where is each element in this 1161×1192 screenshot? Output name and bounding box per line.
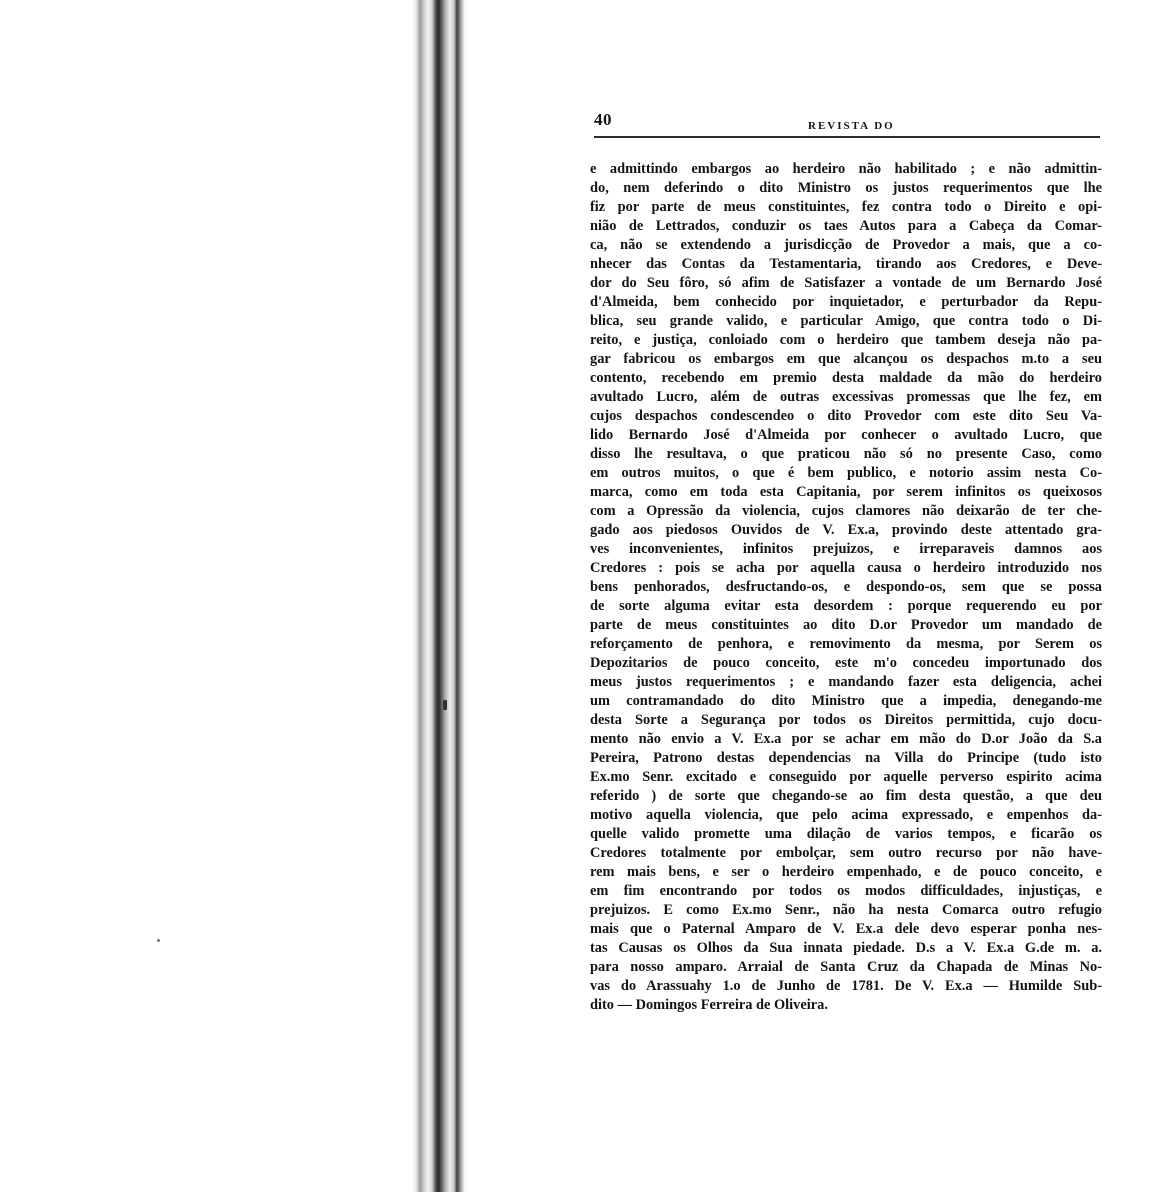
text-line: d'Almeida, bem conhecido por inquietador, e perturbador da Repu- (590, 294, 1102, 310)
text-line: vas do Arassuahy 1.o de Junho de 1781. De V. Ex.a — Humilde Sub- (590, 978, 1102, 994)
text-line: lido Bernardo José d'Almeida por conhecer o avultado Lucro, que (590, 427, 1102, 443)
text-line: desta Sorte a Segurança por todos os Direitos permittida, cujo docu- (590, 712, 1102, 728)
text-line: de sorte alguma evitar esta desordem : porque requerendo eu por (590, 598, 1102, 614)
text-line: fiz por parte de meus constituintes, fez contra todo o Direito e opi- (590, 199, 1102, 215)
text-line: meus justos requerimentos ; e mandando fazer esta deligencia, achei (590, 674, 1102, 690)
text-line: Pereira, Patrono destas dependencias na Villa do Principe (tudo isto (590, 750, 1102, 766)
text-line: gado aos piedosos Ouvidos de V. Ex.a, provindo deste attentado gra- (590, 522, 1102, 538)
page-header (594, 110, 1100, 140)
body-text (590, 160, 1102, 1015)
text-line: tas Causas os Olhos da Sua innata piedade. D.s a V. Ex.a G.de m. a. (590, 940, 1102, 956)
text-line: ca, não se extendendo a jurisdicção de Provedor a mais, que a co- (590, 237, 1102, 253)
paper-speck (157, 939, 160, 942)
text-line: blica, seu grande valido, e particular Amigo, que contra todo o Di- (590, 313, 1102, 329)
text-line: em outros muitos, o que é bem publico, e notorio assim nesta Co- (590, 465, 1102, 481)
text-line: rem mais bens, e ser o herdeiro empenhado, e de pouco conceito, e (590, 864, 1102, 880)
text-line: Depozitarios de pouco conceito, este m'o concedeu importunado dos (590, 655, 1102, 671)
paper-speck (443, 700, 447, 710)
text-line: Ex.mo Senr. excitado e conseguido por aquelle perverso espirito acima (590, 769, 1102, 785)
text-line: reito, e justiça, conloiado com o herdeiro que tambem deseja não pa- (590, 332, 1102, 348)
text-line: contento, recebendo em premio desta maldade da mão do herdeiro (590, 370, 1102, 386)
text-line: ves inconvenientes, infinitos prejuizos, e irreparaveis damnos aos (590, 541, 1102, 557)
text-line: nião de Lettrados, conduzir os taes Autos para a Cabeça da Comar- (590, 218, 1102, 234)
page-number: 40 (594, 110, 612, 129)
text-line: mento não envio a V. Ex.a por se achar em mão do D.or João da S.a (590, 731, 1102, 747)
text-line: mais que o Paternal Amparo de V. Ex.a dele devo esperar ponha nes- (590, 921, 1102, 937)
text-line: do, nem deferindo o dito Ministro os justos requerimentos que lhe (590, 180, 1102, 196)
text-line: dito — Domingos Ferreira de Oliveira. (590, 997, 828, 1013)
text-line: motivo aquella violencia, que pelo acima expressado, e empenhos da- (590, 807, 1102, 823)
text-line: em fim encontrando por todos os modos difficuldades, injustiças, e (590, 883, 1102, 899)
text-line: para nosso amparo. Arraial de Santa Cruz da Chapada de Minas No- (590, 959, 1102, 975)
running-head: REVISTA DO (808, 120, 895, 132)
text-line: quelle valido promette uma dilação de varios tempos, e ficarão os (590, 826, 1102, 842)
text-line: Credores totalmente por embolçar, sem outro recurso por não have- (590, 845, 1102, 861)
text-line: com a Opressão da violencia, cujos clamores não deixarão de ter che- (590, 503, 1102, 519)
text-line: avultado Lucro, além de outras excessivas promessas que lhe fez, em (590, 389, 1102, 405)
text-line: disso lhe resultava, o que praticou não só no presente Caso, como (590, 446, 1102, 462)
text-line: Credores : pois se acha por aquella causa o herdeiro introduzido nos (590, 560, 1102, 576)
text-line: reforçamento de penhora, e removimento da mesma, por Serem os (590, 636, 1102, 652)
text-line: dor do Seu fôro, só afim de Satisfazer a vontade de um Bernardo José (590, 275, 1102, 291)
text-line: cujos despachos condescendeo o dito Provedor com este dito Seu Va- (590, 408, 1102, 424)
text-line: gar fabricou os embargos em que alcançou os despachos m.to a seu (590, 351, 1102, 367)
text-line: bens penhorados, desfructando-os, e despondo-os, sem que se possa (590, 579, 1102, 595)
text-line: um contramandado do dito Ministro que a impedia, denegando-me (590, 693, 1102, 709)
header-rule (594, 136, 1100, 138)
text-line: referido ) de sorte que chegando-se ao fim desta questão, a que deu (590, 788, 1102, 804)
text-line: marca, como em toda esta Capitania, por serem infinitos os queixosos (590, 484, 1102, 500)
text-line: parte de meus constituintes ao dito D.or Provedor um mandado de (590, 617, 1102, 633)
text-line: nhecer das Contas da Testamentaria, tirando aos Credores, e Deve- (590, 256, 1102, 272)
text-line: e admittindo embargos ao herdeiro não habilitado ; e não admittin- (590, 161, 1102, 177)
book-spine-gutter (412, 0, 468, 1192)
text-line: prejuizos. E como Ex.mo Senr., não ha nesta Comarca outro refugio (590, 902, 1102, 918)
